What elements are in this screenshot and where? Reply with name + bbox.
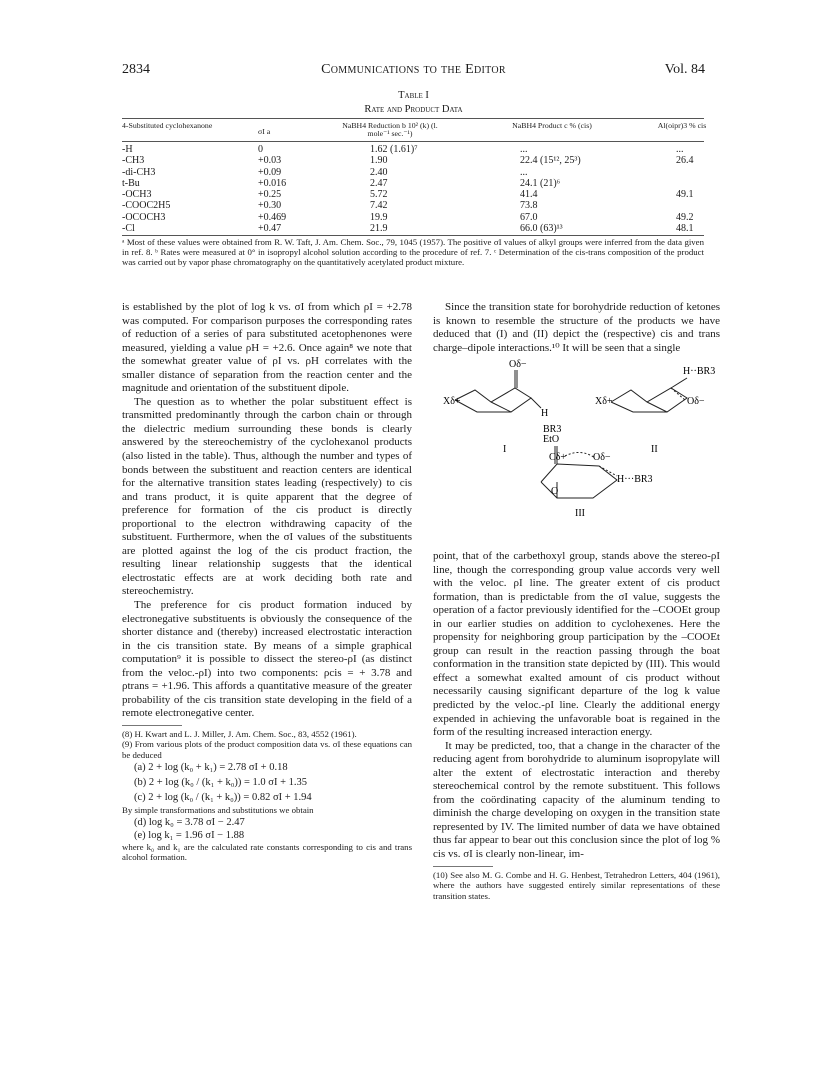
table-row xyxy=(122,178,704,189)
footnote-10: (10) See also M. G. Combe and H. G. Henbest, Tetrahedron Letters, 404 (1961), where the authors have suggested entirely similar representations of these transition states. xyxy=(433,869,720,901)
eto-label: EtO xyxy=(543,434,560,445)
table-row xyxy=(122,167,704,178)
table-row xyxy=(122,200,704,211)
footnote-9: (9) From various plots of the product composition data vs. σI these equations can be deduced xyxy=(122,739,412,760)
header-sigma: σI a xyxy=(258,127,271,136)
footnote-divider xyxy=(122,725,182,726)
header-rate: NaBH4 Reduction b 10² (k) (l. mole⁻¹ sec.⁻¹) xyxy=(342,121,438,138)
label-III: III xyxy=(575,508,585,519)
cell-nabh4-product: ... xyxy=(520,166,528,178)
x-delta-label-I: Xδ+ xyxy=(443,396,461,407)
equation-e: (e) log k₁ = 1.96 σI − 1.88 xyxy=(134,829,245,841)
cell-nabh4-product: 22.4 (15¹², 25³) xyxy=(520,155,581,167)
cell-substituent: -OCOCH3 xyxy=(122,211,166,223)
cell-nabh4-product: ... xyxy=(520,144,528,155)
right-column-bottom xyxy=(433,550,720,901)
o-delta-label-I: Oδ− xyxy=(509,359,527,370)
page-number: 2834 xyxy=(122,62,150,77)
table-row xyxy=(122,144,704,155)
cell-sigma: +0.25 xyxy=(258,189,282,201)
cell-nabh4-product: 24.1 (21)⁶ xyxy=(520,177,561,189)
cell-al-cis: ... xyxy=(676,144,684,155)
cell-nabh4-product: 67.0 xyxy=(520,211,538,223)
equation-c: (c) 2 + log (k₀ / (k₁ + k₀)) = 0.82 σI + 1.94 xyxy=(134,792,312,804)
equation-b: (b) 2 + log (k₀ / (k₁ + k₀)) = 1.0 σI + 1.35 xyxy=(134,777,308,789)
cell-sigma: +0.47 xyxy=(258,223,282,235)
right-column-top xyxy=(433,301,720,355)
cell-substituent: t-Bu xyxy=(122,177,140,189)
left-column xyxy=(122,301,412,863)
cell-sigma: +0.016 xyxy=(258,177,287,189)
hbr3-label-II: H··BR3 xyxy=(683,366,716,377)
cell-al-cis: 49.1 xyxy=(676,189,694,201)
hbr3-label-III: H···BR3 xyxy=(617,474,653,485)
o-delta-label-II: Oδ− xyxy=(687,396,705,407)
x-delta-label-II: Xδ+ xyxy=(595,396,613,407)
rate-constant-note: where k₀ and k₁ are the calculated rate constants corresponding to cis and trans alcohol formation. xyxy=(122,841,412,863)
cell-nabh4-product: 41.4 xyxy=(520,189,538,201)
cell-nabh4-product: 66.0 (63)¹³ xyxy=(520,223,563,235)
right-paragraph-3: It may be predicted, too, that a change in the character of the reducing agent from borohydride to aluminum isopropylate will alter the extent of electrostatic interaction and thereby stereochemical control by the remote substituent. This follows from the coördinating capacity of the aluminum tending to diminish the charge developing on oxygen in the transition state represented by IV. The limited number of data we have obtained thus far appear to bear out this conclusion since the plot of log % cis vs. σI is clearly non-linear, im- xyxy=(433,739,720,861)
right-footnote-divider xyxy=(433,866,493,867)
cell-substituent: -di-CH3 xyxy=(122,166,156,178)
data-table xyxy=(122,118,707,268)
cell-nabh4-product: 73.8 xyxy=(520,200,538,212)
cell-sigma: +0.469 xyxy=(258,211,287,223)
table-header-row xyxy=(122,118,707,142)
br3-label-I: BR3 xyxy=(543,424,562,435)
header-substituent: 4-Substituted cyclohexanone xyxy=(122,121,213,130)
cell-rate: 2.47 xyxy=(370,177,388,189)
right-paragraph-2: point, that of the carbethoxyl group, stands above the stereo-ρI line, though the corresponding group value accords very well with the veloc. ρI line. The greater extent of cis product formation, than is predictable from the σI value, suggests the operation of a factor previously identified for the –COOEt group in our earlier studies on addition to cyclohexenes. Here the propensity for neighboring group participation by the –COOEt group can result in the reaction passing through the boat conformation in the transition state depicted by (III). This would effect a somewhat exalted amount of cis product without necessarily causing significant departure of the log k value predicted by the veloc.-ρI line. Clearly the additional energy expended in achieving the unfavorable boat is regained in the form of the resulting increased interaction energy. xyxy=(433,550,720,739)
cell-sigma: +0.30 xyxy=(258,200,282,212)
table-row xyxy=(122,189,704,200)
table-label: Table I xyxy=(398,90,429,101)
transform-note: By simple transformations and substitutions we obtain xyxy=(122,805,314,816)
right-paragraph-1: Since the transition state for borohydride reduction of ketones is known to resemble the structure of the products we have deduced that (I) and (II) depict the (respective) cis and trans charge–dipole interactions.¹⁰ It will be seen that a single xyxy=(433,301,720,354)
table-row xyxy=(122,212,704,223)
cell-rate: 7.42 xyxy=(370,200,388,212)
left-paragraph-2: The question as to whether the polar substituent effect is transmitted predominantly through the carbon chain or through the dielectric medium surrounding these bonds is clearly answered by the stereochemistry of the cyclohexanol products (also listed in the table). Thus, although the number and types of bonds between the substituent and reaction centers are identical for the alternative transition states leading (respectively) to cis and trans product, it is quite apparent that the degree of preference for formation of the cis product is directly proportional to the electron withdrawing capacity of the substituent. Furthermore, when the σI values of the substituents are plotted against the log of the cis product fraction, the resulting linear relationship suggests that the identical electrostatic effects are at work deciding both rate and stereochemistry. xyxy=(122,395,412,598)
table-title: Rate and Product Data xyxy=(364,104,463,115)
table-body xyxy=(122,142,704,235)
cell-rate: 21.9 xyxy=(370,223,388,235)
cell-rate: 19.9 xyxy=(370,211,388,223)
o-label-III: O xyxy=(551,486,559,497)
cell-rate: 5.72 xyxy=(370,189,388,201)
cell-rate: 1.90 xyxy=(370,155,388,167)
cell-al-cis: 26.4 xyxy=(676,155,694,167)
header-al-cis: Al(oipr)3 % cis xyxy=(657,121,707,130)
cell-rate: 2.40 xyxy=(370,166,388,178)
o-delta-label-III: Oδ− xyxy=(593,452,611,463)
footnote-8: (8) H. Kwart and L. J. Miller, J. Am. Chem. Soc., 83, 4552 (1961). xyxy=(122,728,357,739)
equation-d: (d) log k₀ = 3.78 σI − 2.47 xyxy=(134,816,245,828)
equation-a: (a) 2 + log (k₀ + k₁) = 2.78 σI + 0.18 xyxy=(134,762,288,774)
transition-state-diagram xyxy=(433,356,723,542)
c-delta-label: Cδ+ xyxy=(549,452,567,463)
cell-substituent: -Cl xyxy=(122,223,135,235)
table-row xyxy=(122,155,704,166)
cell-rate: 1.62 (1.61)⁷ xyxy=(370,144,418,155)
table-footnote: ᵃ Most of these values were obtained from R. W. Taft, J. Am. Chem. Soc., 79, 1045 (1957). The positive σI values of alkyl groups were inferred from the data given in ref. 8. ᵇ Rates were measured at 0° in isopropyl alcohol solution according to the procedure of ref. 7. ᶜ Determination of the cis-trans composition of the product was carried out by vapor phase chromatography on the quantitatively acetylated product mixture. xyxy=(122,237,704,268)
table-row xyxy=(122,223,704,234)
left-paragraph-1: is established by the plot of log k vs. σI from which ρI = +2.78 was computed. For comparison purposes the corresponding rates of reduction of a series of para substituted acetophenones were measured, yielding a value ρH = +2.6. Once again⁸ we note that the somewhat greater value of ρI vs. ρH correlates with the smaller distance of separation from the reaction center and the magnitude and orientation of the substituent dipole. xyxy=(122,301,412,395)
cell-substituent: -OCH3 xyxy=(122,189,152,201)
label-II: II xyxy=(651,444,658,455)
label-I: I xyxy=(503,444,507,455)
journal-section: Communications to the Editor xyxy=(321,62,506,77)
cell-sigma: 0 xyxy=(258,144,263,155)
cell-sigma: +0.09 xyxy=(258,166,282,178)
cell-substituent: -COOC2H5 xyxy=(122,200,171,212)
left-paragraph-3: The preference for cis product formation induced by electronegative substituents is obviously the consequence of the shorter distance and (thereby) increased electrostatic interaction in the cis transition state. By means of a simple graphical computation⁹ it is possible to dissect the stereo-ρI (as distinct from the veloc.-ρI) into two components: ρcis = + 3.78 and ρtrans = +1.96. This affords a quantitative measure of the greater probability of the cis transition state developing in the field of a remote electronegative center. xyxy=(122,599,412,720)
cell-al-cis: 49.2 xyxy=(676,211,694,223)
cell-substituent: -H xyxy=(122,144,133,155)
cell-sigma: +0.03 xyxy=(258,155,282,167)
h-label-I: H xyxy=(541,408,549,419)
cell-al-cis: 48.1 xyxy=(676,223,694,235)
volume-label: Vol. 84 xyxy=(664,62,705,77)
header-nabh4-product: NaBH4 Product c % (cis) xyxy=(512,121,592,130)
cell-substituent: -CH3 xyxy=(122,155,145,167)
